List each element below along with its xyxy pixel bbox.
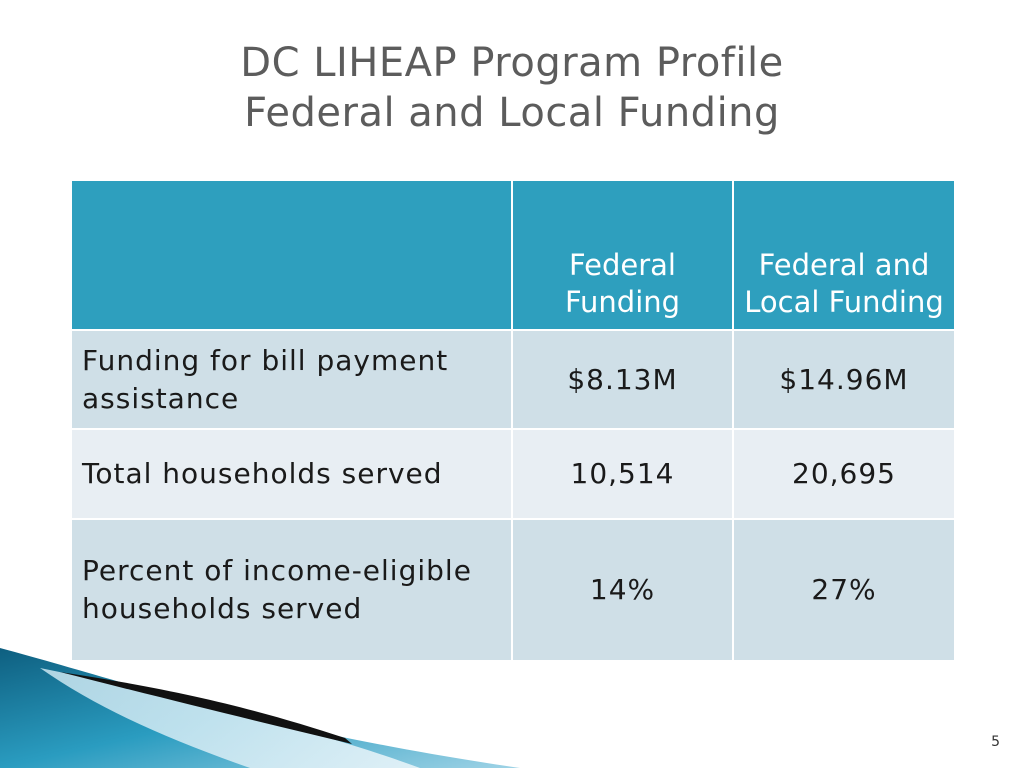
- row-label: Total households served: [71, 429, 512, 519]
- decorative-swoosh: [0, 640, 520, 768]
- federal-value: $8.13M: [512, 330, 733, 429]
- slide-title-line-2: Federal and Local Funding: [244, 90, 780, 136]
- table-header-row: [71, 180, 955, 330]
- federal-local-value: 20,695: [733, 429, 955, 519]
- federal-value: 14%: [512, 519, 733, 661]
- federal-value: 10,514: [512, 429, 733, 519]
- federal-local-value: $14.96M: [733, 330, 955, 429]
- slide-title-line-1: DC LIHEAP Program Profile: [240, 40, 784, 86]
- header-cell-federal: Federal Funding: [512, 180, 733, 330]
- table-row: [71, 429, 955, 519]
- table-row: [71, 330, 955, 429]
- federal-local-value: 27%: [733, 519, 955, 661]
- row-label: Percent of income-eligible households served: [71, 519, 512, 661]
- row-label: Funding for bill payment assistance: [71, 330, 512, 429]
- header-cell-empty: [71, 180, 512, 330]
- page-number: 5: [991, 734, 1000, 750]
- slide-title: [0, 38, 1024, 138]
- header-cell-federal-local: Federal and Local Funding: [733, 180, 955, 330]
- funding-table: [70, 179, 956, 662]
